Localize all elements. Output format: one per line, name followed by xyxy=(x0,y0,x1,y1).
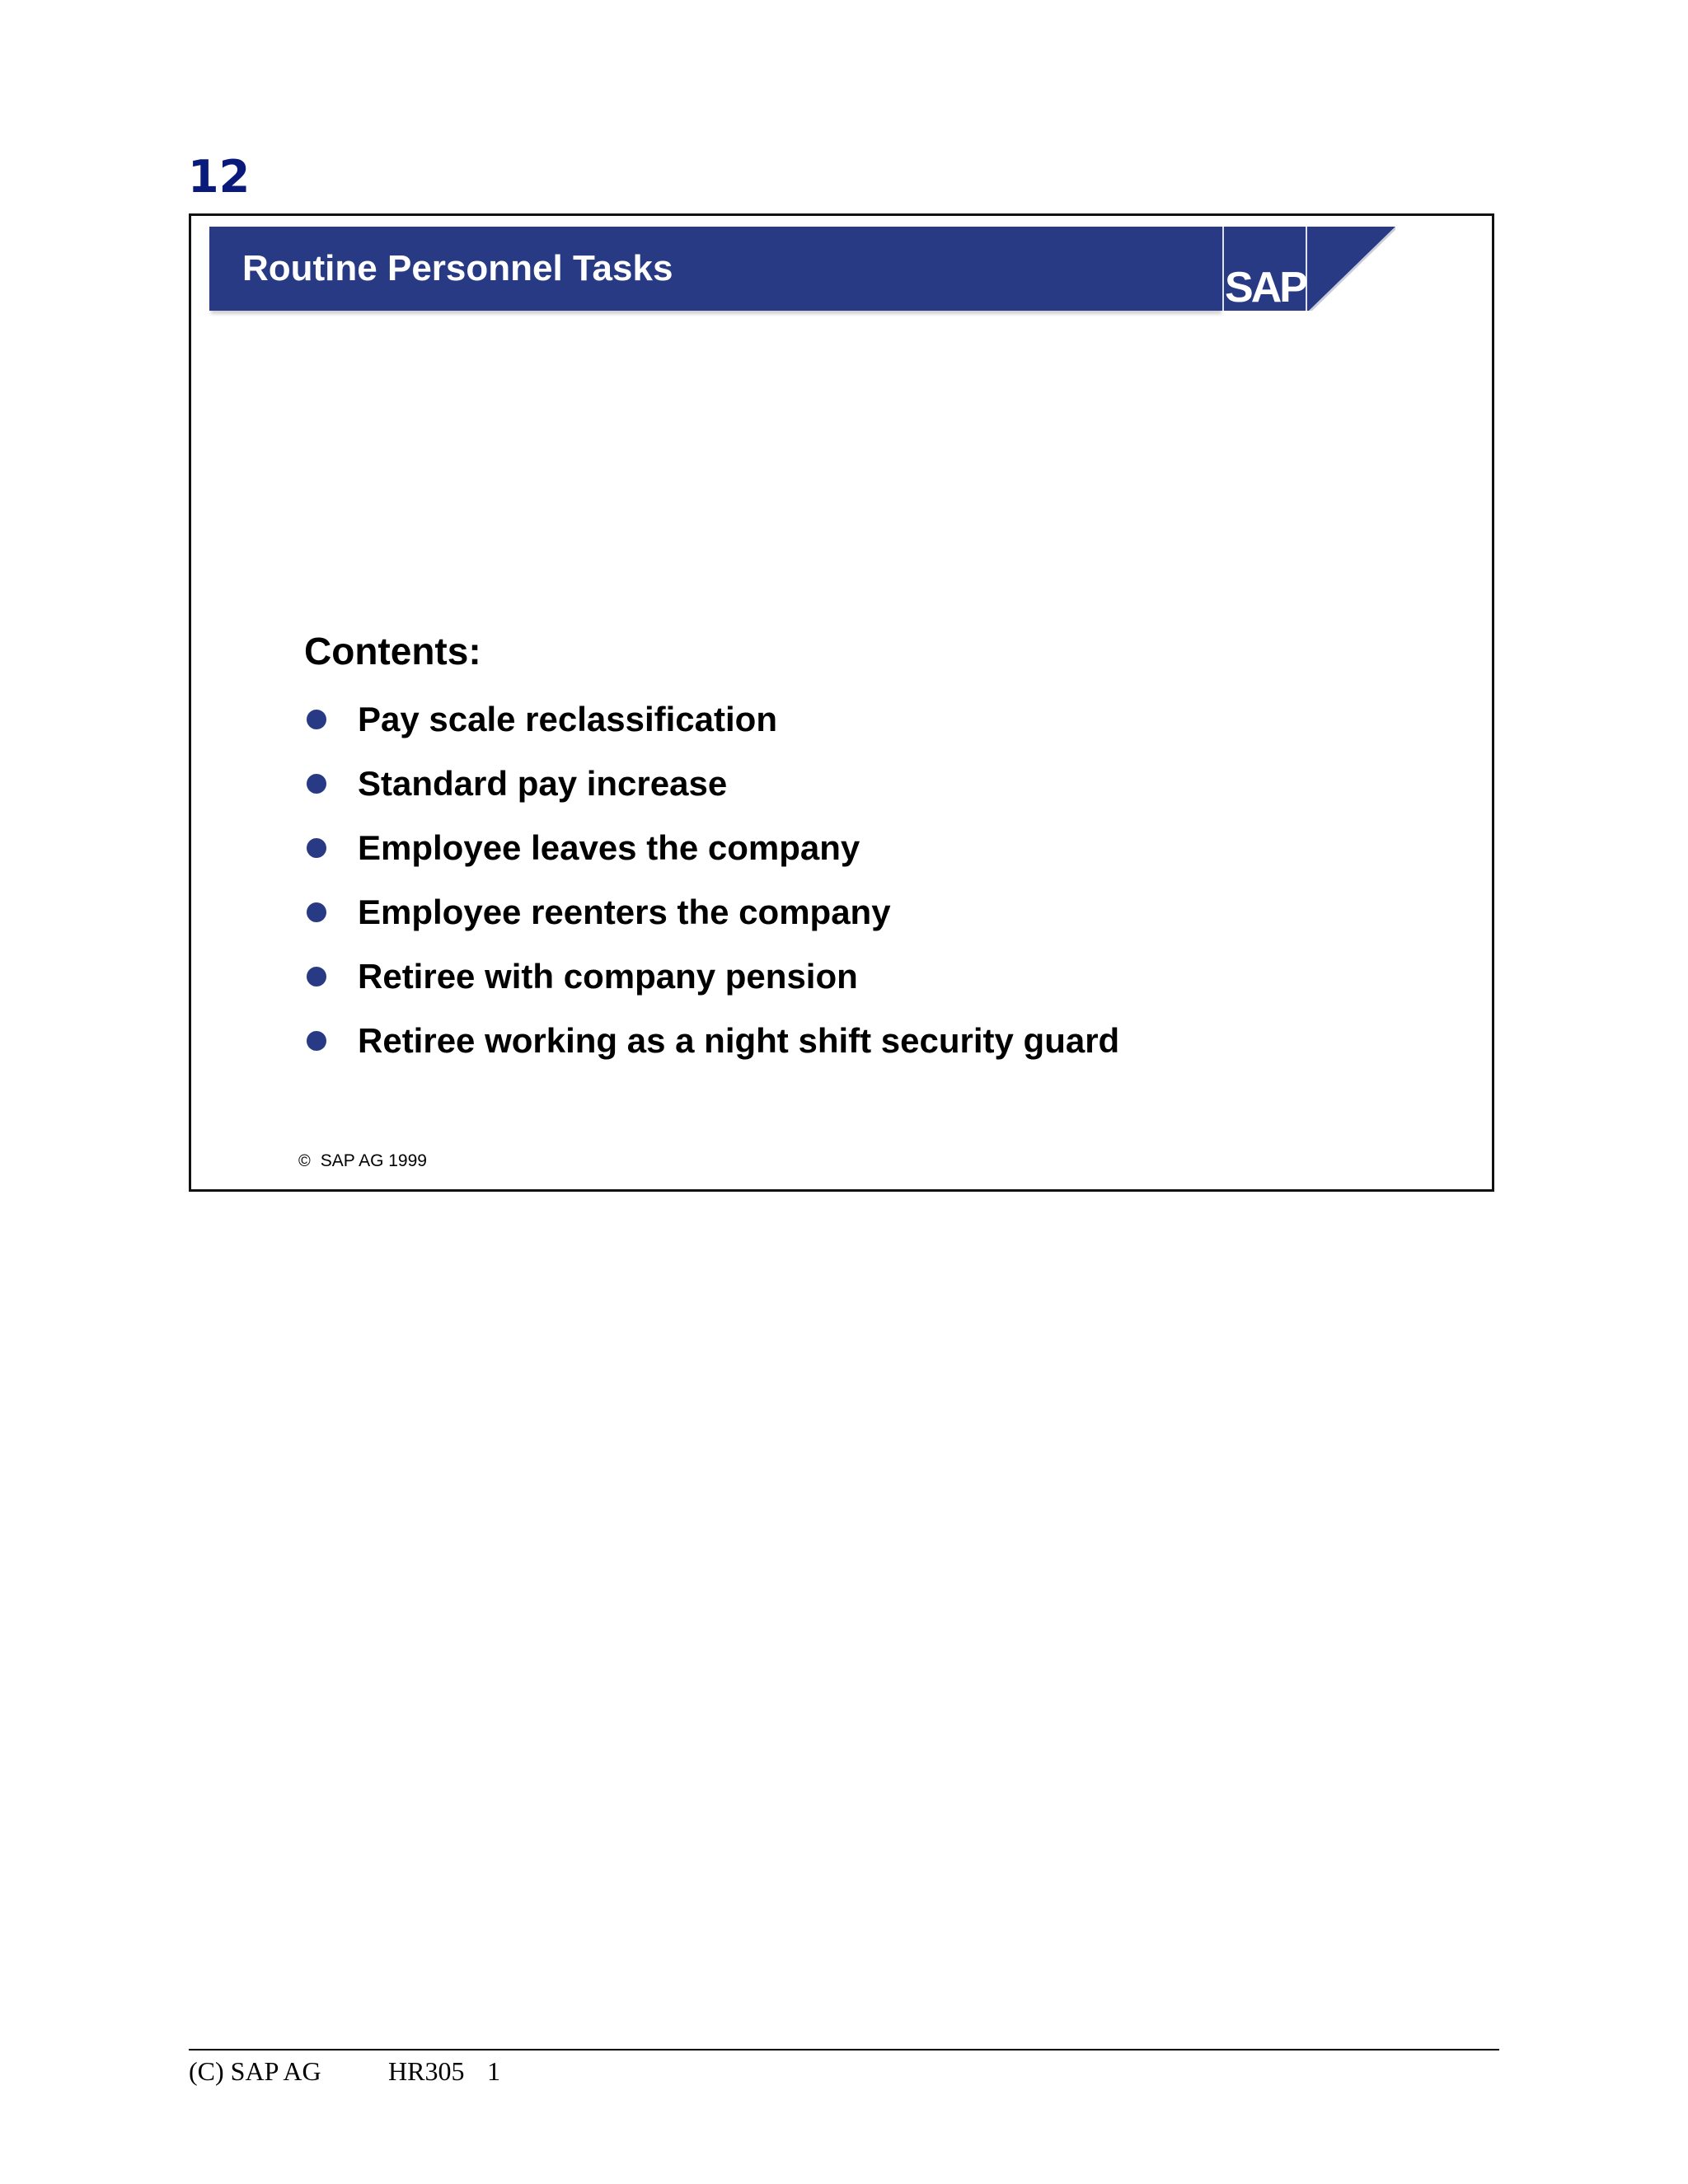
bullet-dot-icon xyxy=(307,1031,326,1051)
footer-divider xyxy=(189,2049,1499,2050)
copyright-icon: © xyxy=(298,1152,311,1170)
bullet-dot-icon xyxy=(307,774,326,794)
bullet-dot-icon xyxy=(307,902,326,922)
sap-logo xyxy=(1222,227,1395,311)
footer-company: (C) SAP AG xyxy=(189,2056,321,2086)
bullet-dot-icon xyxy=(307,838,326,858)
bullet-dot-icon xyxy=(307,967,326,987)
sap-logo-icon xyxy=(1222,227,1395,311)
slide-frame xyxy=(189,213,1494,1192)
slide-title-bar xyxy=(209,227,1223,311)
page-number: 12 xyxy=(188,151,251,203)
footer-course: HR305 xyxy=(388,2056,465,2086)
bullet-dot-icon xyxy=(307,710,326,729)
sap-logo-text: SAP xyxy=(1225,264,1306,311)
list-item-text: Pay scale reclassification xyxy=(358,700,777,738)
slide-copyright xyxy=(298,1151,427,1171)
list-item-text: Employee leaves the company xyxy=(358,828,860,867)
slide-title: Routine Personnel Tasks xyxy=(242,248,673,288)
list-item-text: Retiree working as a night shift security guard xyxy=(358,1021,1120,1060)
contents-heading: Contents: xyxy=(304,630,481,673)
list-item-text: Employee reenters the company xyxy=(358,893,891,931)
list-item-text: Retiree with company pension xyxy=(358,957,858,996)
slide-copyright-text: SAP AG 1999 xyxy=(320,1151,427,1170)
list-item-text: Standard pay increase xyxy=(358,764,728,803)
footer-page-number: 1 xyxy=(487,2056,500,2086)
